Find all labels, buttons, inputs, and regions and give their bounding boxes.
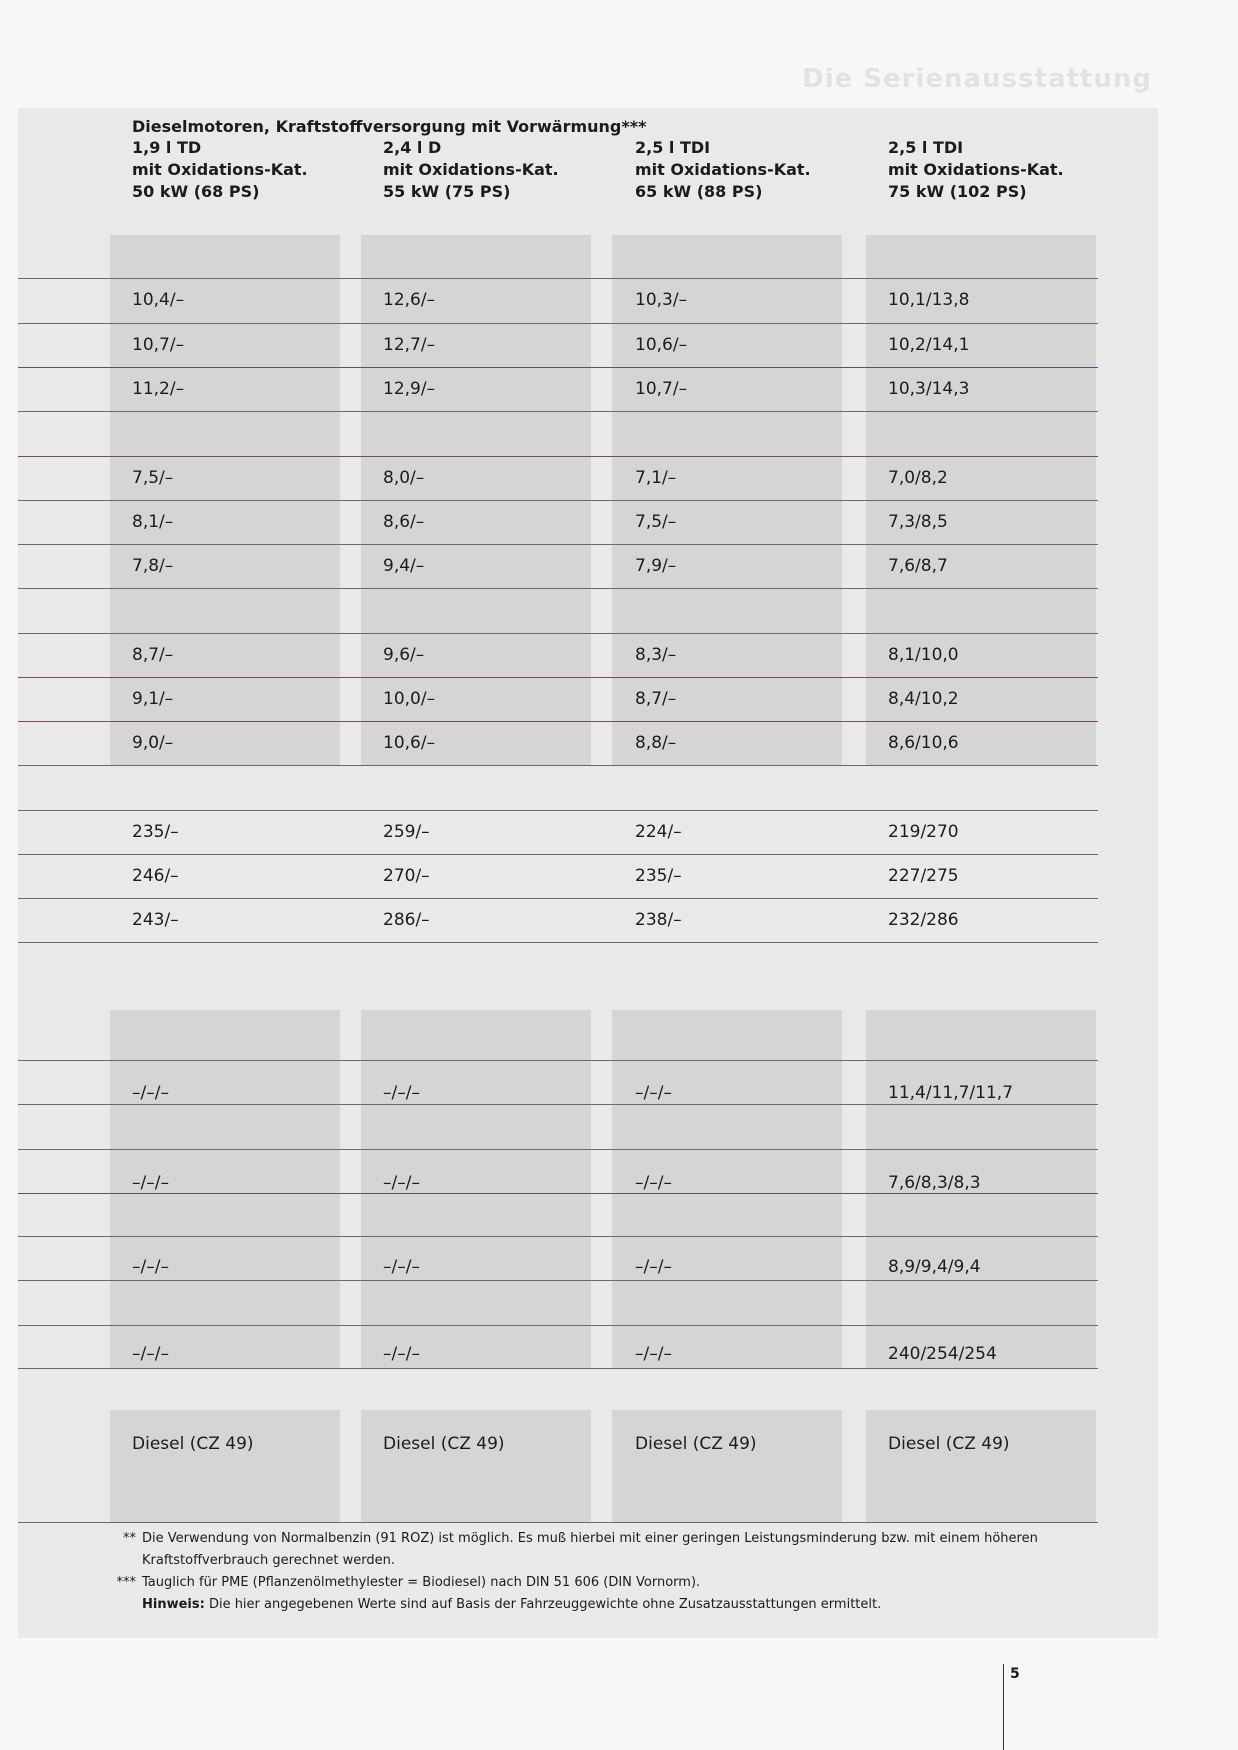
row-divider	[18, 898, 1098, 899]
table-cell: 8,7/–	[132, 645, 174, 665]
footnote-normal-fuel: ** Die Verwendung von Normalbenzin (91 ROZ) ist möglich. Es muß hierbei mit einer geringen Leistungsminderung bzw. mit einem höheren Kraftstoffverbrauch gerechnet werden.	[123, 1531, 1038, 1568]
row-divider	[18, 765, 1098, 766]
footnote-biodiesel: *** Tauglich für PME (Pflanzenölmethylester = Biodiesel) nach DIN 51 606 (DIN Vornorm).	[116, 1575, 701, 1590]
column-band	[866, 1410, 1096, 1522]
table-cell: –/–/–	[132, 1173, 169, 1193]
table-cell: 270/–	[383, 866, 430, 886]
row-divider	[18, 1104, 1098, 1105]
row-divider	[18, 1193, 1098, 1194]
row-divider	[18, 278, 1098, 279]
footnotes	[112, 1528, 1092, 1616]
table-cell: 8,4/10,2	[888, 689, 959, 709]
table-cell: 7,1/–	[635, 468, 677, 488]
table-cell: 9,4/–	[383, 556, 425, 576]
table-cell: –/–/–	[383, 1257, 420, 1277]
hint-text: Die hier angegebenen Werte sind auf Basis der Fahrzeuggewichte ohne Zusatzausstattungen ermittelt.	[204, 1597, 882, 1612]
table-cell: 219/270	[888, 822, 959, 842]
column-header-1: 1,9 l TD mit Oxidations-Kat. 50 kW (68 PS)	[132, 138, 308, 201]
row-divider	[18, 677, 1098, 678]
table-cell: 232/286	[888, 910, 959, 930]
table-cell: 240/254/254	[888, 1344, 997, 1364]
faded-section-heading: Die Serienausstattung	[802, 64, 1152, 94]
table-cell: 224/–	[635, 822, 682, 842]
table-cell: 8,8/–	[635, 733, 677, 753]
table-cell: –/–/–	[635, 1083, 672, 1103]
table-cell: –/–/–	[635, 1344, 672, 1364]
table-cell: 10,6/–	[635, 335, 688, 355]
table-cell: 10,2/14,1	[888, 335, 970, 355]
row-divider	[18, 588, 1098, 589]
table-cell: 10,0/–	[383, 689, 436, 709]
page-number: 5	[1010, 1666, 1020, 1682]
hint-label: Hinweis:	[142, 1597, 205, 1612]
table-cell: –/–/–	[132, 1083, 169, 1103]
table-cell: –/–/–	[132, 1257, 169, 1277]
table-cell: –/–/–	[132, 1344, 169, 1364]
table-cell: 10,3/14,3	[888, 379, 970, 399]
row-divider	[18, 1325, 1098, 1326]
table-cell: 7,6/8,7	[888, 556, 948, 576]
table-cell: 7,6/8,3/8,3	[888, 1173, 981, 1193]
table-cell: 8,1/10,0	[888, 645, 959, 665]
row-divider	[18, 854, 1098, 855]
row-divider	[18, 411, 1098, 412]
column-header-4: 2,5 l TDI mit Oxidations-Kat. 75 kW (102 PS)	[888, 138, 1064, 201]
column-header-3: 2,5 l TDI mit Oxidations-Kat. 65 kW (88 PS)	[635, 138, 811, 201]
row-divider	[18, 1236, 1098, 1237]
row-divider	[18, 810, 1098, 811]
engine-group-title: Dieselmotoren, Kraftstoffversorgung mit Vorwärmung***	[132, 117, 647, 136]
table-cell: –/–/–	[383, 1173, 420, 1193]
table-cell: 7,5/–	[635, 512, 677, 532]
table-cell: 8,1/–	[132, 512, 174, 532]
row-divider	[18, 323, 1098, 324]
row-divider	[18, 500, 1098, 501]
table-cell: 9,6/–	[383, 645, 425, 665]
row-divider	[18, 544, 1098, 545]
table-cell: 12,9/–	[383, 379, 436, 399]
table-cell: 259/–	[383, 822, 430, 842]
table-cell: 246/–	[132, 866, 179, 886]
table-cell: 243/–	[132, 910, 179, 930]
table-cell: 11,4/11,7/11,7	[888, 1083, 1014, 1103]
table-cell: 7,0/8,2	[888, 468, 948, 488]
table-cell: 8,0/–	[383, 468, 425, 488]
table-cell: 9,0/–	[132, 733, 174, 753]
table-cell: 10,1/13,8	[888, 290, 970, 310]
table-cell: 11,2/–	[132, 379, 185, 399]
table-cell: Diesel (CZ 49)	[888, 1434, 1010, 1454]
table-cell: –/–/–	[635, 1173, 672, 1193]
table-cell: –/–/–	[383, 1083, 420, 1103]
table-cell: 10,7/–	[635, 379, 688, 399]
table-cell: 235/–	[635, 866, 682, 886]
column-band	[361, 1410, 591, 1522]
page-number-rule	[1003, 1664, 1004, 1750]
row-divider	[18, 456, 1098, 457]
table-cell: 7,3/8,5	[888, 512, 948, 532]
row-divider	[18, 633, 1098, 634]
table-cell: 12,7/–	[383, 335, 436, 355]
row-divider	[18, 1149, 1098, 1150]
table-cell: 8,9/9,4/9,4	[888, 1257, 981, 1277]
table-cell: 10,6/–	[383, 733, 436, 753]
row-divider	[18, 1060, 1098, 1061]
row-divider	[18, 721, 1098, 722]
table-cell: 8,3/–	[635, 645, 677, 665]
column-band	[612, 1410, 842, 1522]
table-cell: 7,5/–	[132, 468, 174, 488]
table-cell: –/–/–	[383, 1344, 420, 1364]
table-cell: 235/–	[132, 822, 179, 842]
table-cell: Diesel (CZ 49)	[635, 1434, 757, 1454]
table-cell: 10,4/–	[132, 290, 185, 310]
table-cell: 7,9/–	[635, 556, 677, 576]
table-cell: 12,6/–	[383, 290, 436, 310]
table-cell: 8,7/–	[635, 689, 677, 709]
table-cell: 8,6/10,6	[888, 733, 959, 753]
table-cell: Diesel (CZ 49)	[383, 1434, 505, 1454]
footnote-hint	[112, 1594, 1092, 1616]
table-cell: 227/275	[888, 866, 959, 886]
table-cell: 10,7/–	[132, 335, 185, 355]
column-header-2: 2,4 l D mit Oxidations-Kat. 55 kW (75 PS)	[383, 138, 559, 201]
table-cell: 8,6/–	[383, 512, 425, 532]
table-cell: –/–/–	[635, 1257, 672, 1277]
column-band	[110, 1410, 340, 1522]
table-cell: 7,8/–	[132, 556, 174, 576]
row-divider	[18, 1522, 1098, 1523]
table-cell: 10,3/–	[635, 290, 688, 310]
table-cell: Diesel (CZ 49)	[132, 1434, 254, 1454]
row-divider	[18, 367, 1098, 368]
row-divider	[18, 1280, 1098, 1281]
table-cell: 238/–	[635, 910, 682, 930]
row-divider	[18, 942, 1098, 943]
row-divider	[18, 1368, 1098, 1369]
table-cell: 9,1/–	[132, 689, 174, 709]
table-cell: 286/–	[383, 910, 430, 930]
